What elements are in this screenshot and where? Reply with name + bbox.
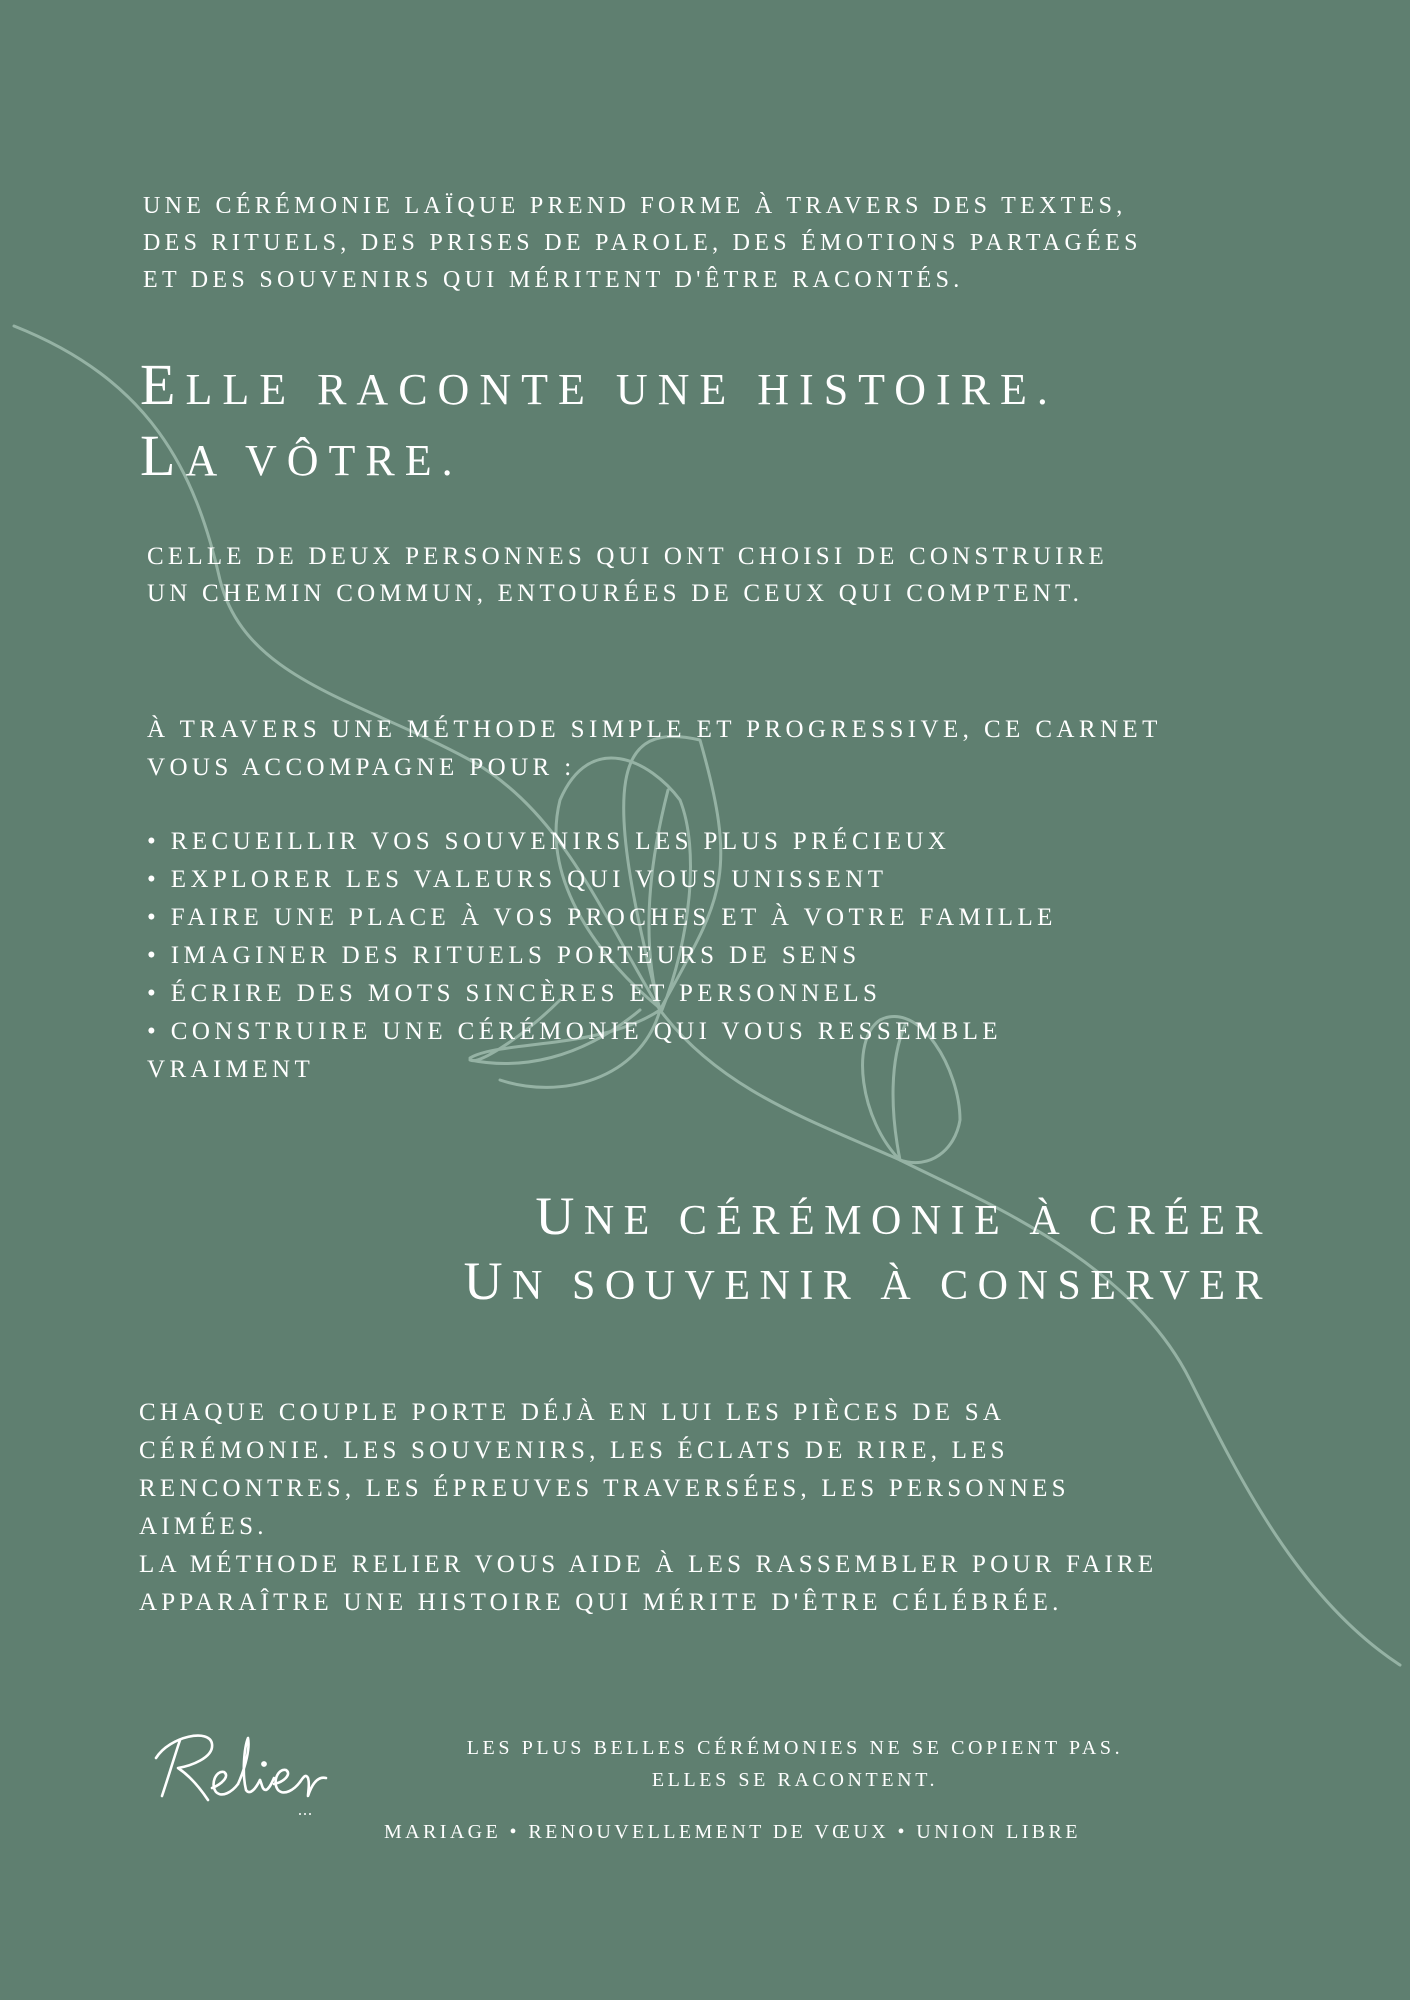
logo-text: Relier xyxy=(150,1718,154,1719)
slogan-line-2 xyxy=(464,1251,1272,1316)
story-line: AIMÉES. xyxy=(139,1513,268,1540)
intro-line: DES RITUELS, DES PRISES DE PAROLE, DES ÉMOTIONS PARTAGÉES xyxy=(143,230,1142,256)
intro-paragraph xyxy=(143,188,1142,299)
benefits-list xyxy=(147,823,1057,1089)
title-initial: L xyxy=(140,423,186,488)
relier-logo xyxy=(150,1718,330,1828)
method-line: À TRAVERS UNE MÉTHODE SIMPLE ET PROGRESSIVE, CE CARNET xyxy=(147,716,1162,743)
slogan-line-1 xyxy=(464,1186,1272,1251)
story-line: CHAQUE COUPLE PORTE DÉJÀ EN LUI LES PIÈCES DE SA xyxy=(139,1399,1006,1426)
title-initial: E xyxy=(140,352,186,417)
list-item: • RECUEILLIR VOS SOUVENIRS LES PLUS PRÉCIEUX xyxy=(147,828,951,855)
title-rest: LLE RACONTE UNE HISTOIRE. xyxy=(185,365,1058,414)
tagline-line: ELLES SE RACONTENT. xyxy=(651,1769,939,1791)
list-item: • CONSTRUIRE UNE CÉRÉMONIE QUI VOUS RESSEMBLE xyxy=(147,1018,1002,1045)
ceremony-types: MARIAGE • RENOUVELLEMENT DE VŒUX • UNION LIBRE xyxy=(384,1821,1081,1843)
title-line-2 xyxy=(140,423,1058,494)
story-line: LA MÉTHODE RELIER VOUS AIDE À LES RASSEMBLER POUR FAIRE xyxy=(139,1551,1158,1578)
slogan-initial: U xyxy=(463,1251,513,1311)
couple-line: CELLE DE DEUX PERSONNES QUI ONT CHOISI DE CONSTRUIRE xyxy=(147,543,1108,570)
couple-paragraph xyxy=(147,538,1108,612)
tagline-line: LES PLUS BELLES CÉRÉMONIES NE SE COPIENT PAS. xyxy=(466,1737,1124,1759)
title-line-1 xyxy=(140,352,1058,423)
list-item: • EXPLORER LES VALEURS QUI VOUS UNISSENT xyxy=(147,866,888,893)
list-item: • FAIRE UNE PLACE À VOS PROCHES ET À VOTRE FAMILLE xyxy=(147,904,1057,931)
main-title xyxy=(140,352,1058,494)
method-line: VOUS ACCOMPAGNE POUR : xyxy=(147,754,576,781)
slogan-rest: N SOUVENIR À CONSERVER xyxy=(512,1263,1272,1309)
method-paragraph xyxy=(147,711,1162,787)
intro-line: ET DES SOUVENIRS QUI MÉRITENT D'ÊTRE RACONTÉS. xyxy=(143,267,964,293)
list-item: • IMAGINER DES RITUELS PORTEURS DE SENS xyxy=(147,942,861,969)
story-line: APPARAÎTRE UNE HISTOIRE QUI MÉRITE D'ÊTRE CÉLÉBRÉE. xyxy=(139,1589,1063,1616)
story-line: RENCONTRES, LES ÉPREUVES TRAVERSÉES, LES PERSONNES xyxy=(139,1475,1070,1502)
footer-tagline xyxy=(430,1732,1160,1796)
slogan-rest: NE CÉRÉMONIE À CRÉER xyxy=(583,1198,1272,1244)
list-item: VRAIMENT xyxy=(147,1056,315,1083)
intro-line: UNE CÉRÉMONIE LAÏQUE PREND FORME À TRAVERS DES TEXTES, xyxy=(143,193,1127,219)
slogan-initial: U xyxy=(535,1186,584,1246)
story-paragraph xyxy=(139,1394,1157,1622)
title-rest: A VÔTRE. xyxy=(185,436,463,485)
story-line: CÉRÉMONIE. LES SOUVENIRS, LES ÉCLATS DE RIRE, LES xyxy=(139,1437,1009,1464)
list-item: • ÉCRIRE DES MOTS SINCÈRES ET PERSONNELS xyxy=(147,980,882,1007)
couple-line: UN CHEMIN COMMUN, ENTOURÉES DE CEUX QUI COMPTENT. xyxy=(147,580,1084,607)
slogan-heading xyxy=(464,1186,1272,1316)
